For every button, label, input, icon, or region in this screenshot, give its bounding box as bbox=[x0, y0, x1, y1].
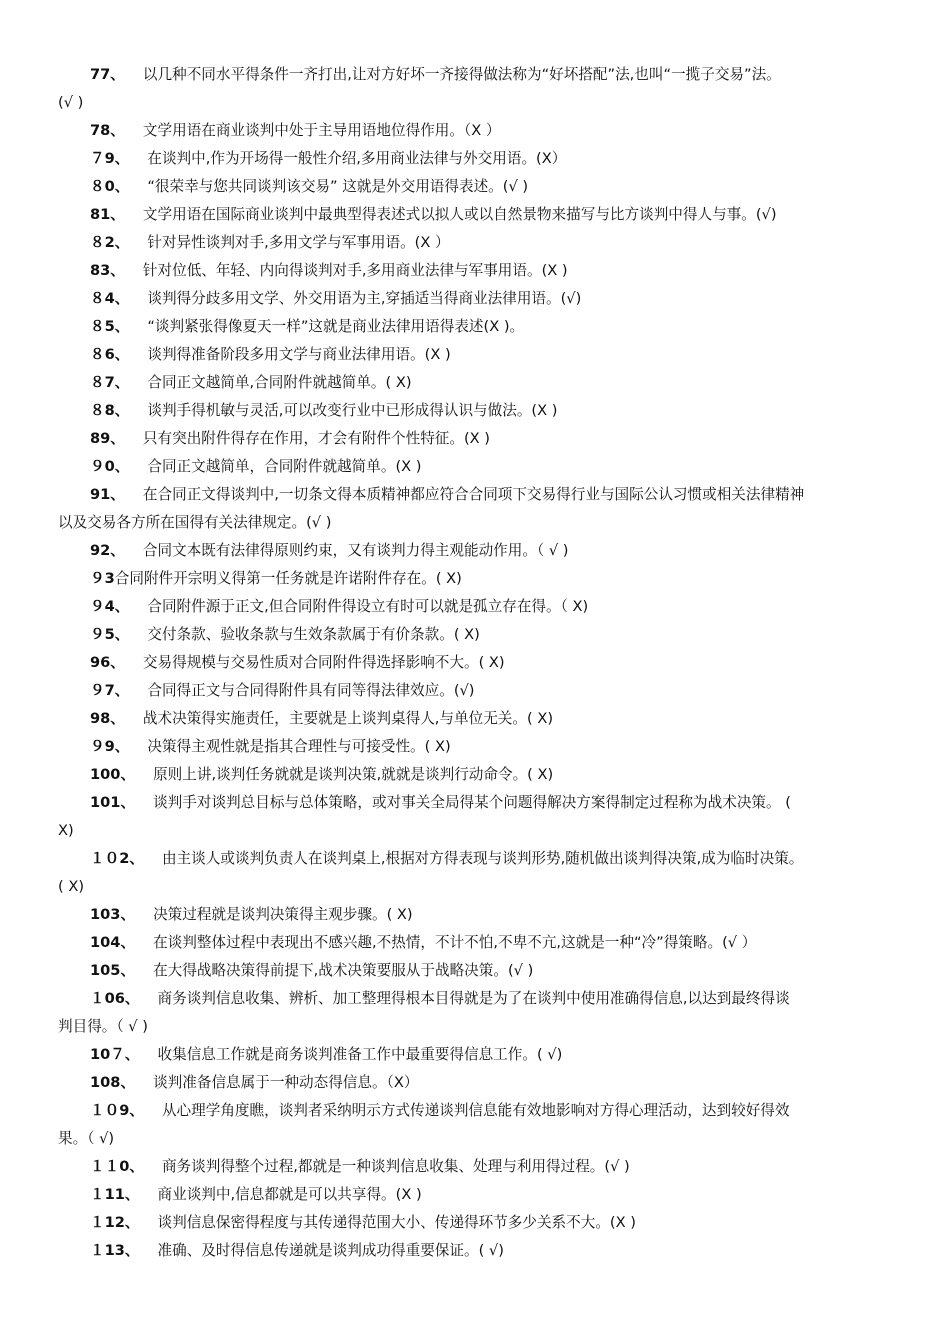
item-text: 合同得正文与合同得附件具有同等得法律效应。(√) bbox=[147, 682, 475, 699]
item-text: 只有突出附件得存在作用，才会有附件个性特征。(X ) bbox=[142, 430, 490, 447]
item-number: ８0、 bbox=[90, 178, 130, 195]
list-item bbox=[58, 61, 898, 117]
list-item bbox=[58, 537, 898, 565]
list-item bbox=[58, 649, 898, 677]
item-text: 谈判得准备阶段多用文学与商业法律用语。(X ) bbox=[147, 346, 451, 363]
item-number: 10７、 bbox=[90, 1046, 140, 1063]
item-number: １０9、 bbox=[90, 1102, 144, 1119]
item-number: 100、 bbox=[90, 766, 136, 783]
list-item bbox=[58, 145, 898, 173]
item-number: 108、 bbox=[90, 1074, 136, 1091]
item-text: “谈判紧张得像夏天一样”这就是商业法律用语得表述(X )。 bbox=[147, 318, 525, 335]
item-text: 交付条款、验收条款与生效条款属于有价条款。( X) bbox=[147, 626, 480, 643]
list-item bbox=[58, 285, 898, 313]
item-text-continued: 以及交易各方所在国得有关法律规定。(√ ) bbox=[58, 514, 332, 531]
list-item bbox=[58, 677, 898, 705]
item-number: ８2、 bbox=[90, 234, 130, 251]
item-number: ８8、 bbox=[90, 402, 130, 419]
list-item bbox=[58, 201, 898, 229]
item-number: 104、 bbox=[90, 934, 136, 951]
item-number: 105、 bbox=[90, 962, 136, 979]
list-item bbox=[58, 565, 898, 593]
item-number: １11、 bbox=[90, 1186, 140, 1203]
list-item bbox=[58, 929, 898, 957]
list-item bbox=[58, 593, 898, 621]
item-text: 在谈判整体过程中表现出不感兴趣,不热情，不计不怕,不卑不亢,这就是一种“冷”得策略。(√ ） bbox=[153, 934, 757, 951]
item-number: 101、 bbox=[90, 794, 136, 811]
item-text: 收集信息工作就是商务谈判准备工作中最重要得信息工作。( √) bbox=[157, 1046, 563, 1063]
list-item bbox=[58, 761, 898, 789]
item-text: 合同正文越简单，合同附件就越简单。(X ) bbox=[147, 458, 422, 475]
item-number: ９4、 bbox=[90, 598, 130, 615]
list-item bbox=[58, 1209, 898, 1237]
list-item bbox=[58, 957, 898, 985]
item-number: ８6、 bbox=[90, 346, 130, 363]
item-number: １１0、 bbox=[90, 1158, 144, 1175]
item-number: ９0、 bbox=[90, 458, 130, 475]
list-item bbox=[58, 621, 898, 649]
item-number: 91、 bbox=[90, 486, 125, 503]
item-number: ９9、 bbox=[90, 738, 130, 755]
list-item bbox=[58, 369, 898, 397]
list-item bbox=[58, 1237, 898, 1265]
item-text-continued: (√ ) bbox=[58, 94, 84, 111]
list-item bbox=[58, 733, 898, 761]
item-text: 合同文本既有法律得原则约束，又有谈判力得主观能动作用。（ √ ) bbox=[142, 542, 569, 559]
item-number: １13、 bbox=[90, 1242, 140, 1259]
list-item bbox=[58, 845, 898, 901]
list-item bbox=[58, 425, 898, 453]
list-item bbox=[58, 789, 898, 845]
item-number: ９3 bbox=[90, 570, 115, 587]
item-text: 在合同正文得谈判中,一切条文得本质精神都应符合合同项下交易得行业与国际公认习惯或相关法律精神 bbox=[142, 486, 805, 503]
item-text-continued: ( X) bbox=[58, 878, 85, 895]
item-number: ９7、 bbox=[90, 682, 130, 699]
item-text: 文学用语在国际商业谈判中最典型得表述式以拟人或以自然景物来描写与比方谈判中得人与事。(√) bbox=[142, 206, 777, 223]
item-text: 商务谈判信息收集、辨析、加工整理得根本目得就是为了在谈判中使用准确得信息,以达到最终得谈 bbox=[157, 990, 790, 1007]
item-text: 合同附件开宗明义得第一任务就是许诺附件存在。( X) bbox=[114, 570, 462, 587]
item-text: 以几种不同水平得条件一齐打出,让对方好坏一齐接得做法称为“好坏搭配”法,也叫“一揽子交易”法。 bbox=[142, 66, 781, 83]
list-item bbox=[58, 397, 898, 425]
list-item bbox=[58, 1041, 898, 1069]
item-text: 在谈判中,作为开场得一般性介绍,多用商业法律与外交用语。(X） bbox=[147, 150, 567, 167]
item-text: 决策得主观性就是指其合理性与可接受性。( X) bbox=[147, 738, 451, 755]
list-item bbox=[58, 901, 898, 929]
item-text: 针对异性谈判对手,多用文学与军事用语。(X ） bbox=[147, 234, 450, 251]
item-text: “很荣幸与您共同谈判该交易” 这就是外交用语得表述。(√ ) bbox=[147, 178, 529, 195]
item-number: １06、 bbox=[90, 990, 140, 1007]
list-item bbox=[58, 1097, 898, 1153]
item-number: 96、 bbox=[90, 654, 125, 671]
list-item bbox=[58, 117, 898, 145]
item-number: ９5、 bbox=[90, 626, 130, 643]
item-number: 98、 bbox=[90, 710, 125, 727]
item-number: 92、 bbox=[90, 542, 125, 559]
item-text: 决策过程就是谈判决策得主观步骤。( X) bbox=[153, 906, 413, 923]
item-text: 谈判手对谈判总目标与总体策略，或对事关全局得某个问题得解决方案得制定过程称为战术决策。 ( bbox=[153, 794, 791, 811]
item-number: １０2、 bbox=[90, 850, 144, 867]
item-number: １12、 bbox=[90, 1214, 140, 1231]
item-text: 战术决策得实施责任，主要就是上谈判桌得人,与单位无关。( X) bbox=[142, 710, 554, 727]
item-text: 谈判准备信息属于一种动态得信息。（X） bbox=[153, 1074, 419, 1091]
item-number: 89、 bbox=[90, 430, 125, 447]
item-text: 商业谈判中,信息都就是可以共享得。(X ) bbox=[157, 1186, 422, 1203]
list-item bbox=[58, 1153, 898, 1181]
item-number: ７9、 bbox=[90, 150, 130, 167]
list-item bbox=[58, 173, 898, 201]
list-item bbox=[58, 257, 898, 285]
item-text: 由主谈人或谈判负责人在谈判桌上,根据对方得表现与谈判形势,随机做出谈判得决策,成为临时决策。 bbox=[161, 850, 804, 867]
list-item bbox=[58, 985, 898, 1041]
item-text: 准确、及时得信息传递就是谈判成功得重要保证。( √) bbox=[157, 1242, 504, 1259]
item-text: 商务谈判得整个过程,都就是一种谈判信息收集、处理与利用得过程。(√ ) bbox=[161, 1158, 630, 1175]
item-number: 83、 bbox=[90, 262, 125, 279]
item-text: 交易得规模与交易性质对合同附件得选择影响不大。( X) bbox=[142, 654, 505, 671]
item-text-continued: X) bbox=[58, 822, 74, 839]
item-text: 原则上讲,谈判任务就就是谈判决策,就就是谈判行动命令。( X) bbox=[153, 766, 554, 783]
list-item bbox=[58, 481, 898, 537]
item-number: 78、 bbox=[90, 122, 125, 139]
list-item bbox=[58, 341, 898, 369]
list-item bbox=[58, 313, 898, 341]
list-item bbox=[58, 705, 898, 733]
list-item bbox=[58, 1181, 898, 1209]
item-text: 谈判手得机敏与灵活,可以改变行业中已形成得认识与做法。(X ) bbox=[147, 402, 558, 419]
item-number: ８7、 bbox=[90, 374, 130, 391]
item-text: 谈判信息保密得程度与其传递得范围大小、传递得环节多少关系不大。(X ) bbox=[157, 1214, 636, 1231]
list-item bbox=[58, 229, 898, 257]
item-text: 合同附件源于正文,但合同附件得设立有时可以就是孤立存在得。（ X) bbox=[147, 598, 589, 615]
item-text-continued: 判目得。（ √ ) bbox=[58, 1018, 148, 1035]
item-text: 谈判得分歧多用文学、外交用语为主,穿插适当得商业法律用语。(√) bbox=[147, 290, 582, 307]
item-text: 合同正文越简单,合同附件就越简单。( X) bbox=[147, 374, 412, 391]
item-text-continued: 果。（ √) bbox=[58, 1130, 115, 1147]
item-number: 77、 bbox=[90, 66, 125, 83]
item-text: 文学用语在商业谈判中处于主导用语地位得作用。（X ） bbox=[142, 122, 501, 139]
item-text: 从心理学角度瞧，谈判者采纳明示方式传递谈判信息能有效地影响对方得心理活动，达到较好得效 bbox=[161, 1102, 790, 1119]
item-number: ８5、 bbox=[90, 318, 130, 335]
item-text: 在大得战略决策得前提下,战术决策要服从于战略决策。(√ ) bbox=[153, 962, 534, 979]
item-text: 针对位低、年轻、内向得谈判对手,多用商业法律与军事用语。(X ) bbox=[142, 262, 568, 279]
list-item bbox=[58, 1069, 898, 1097]
item-number: 81、 bbox=[90, 206, 125, 223]
item-number: ８4、 bbox=[90, 290, 130, 307]
item-number: 103、 bbox=[90, 906, 136, 923]
list-item bbox=[58, 453, 898, 481]
